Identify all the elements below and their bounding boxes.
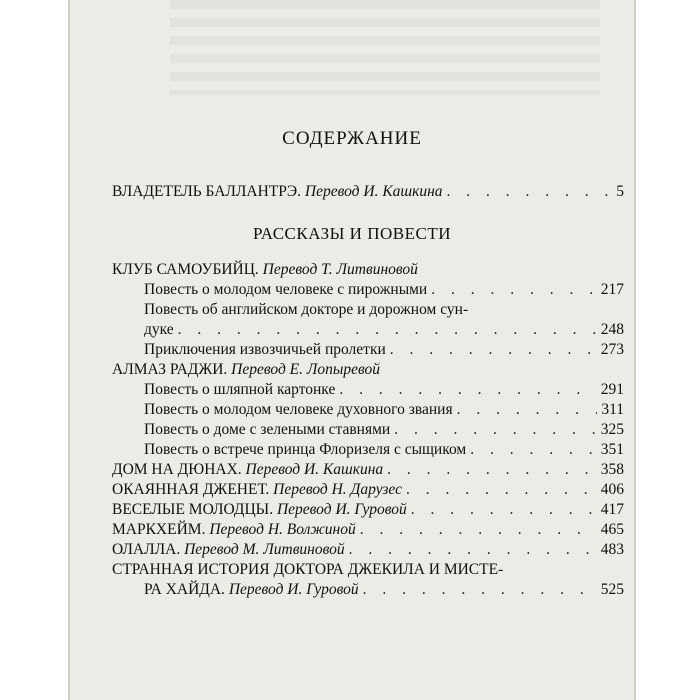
entry-title: Повесть о молодом человеке с пирожными <box>144 281 428 298</box>
toc-entry <box>144 280 624 300</box>
entry-title: ОЛАЛЛА. <box>112 541 181 558</box>
entry-page: 465 <box>600 521 624 538</box>
entry-title: Повесть о доме с зелеными ставнями <box>144 421 391 438</box>
entry-title: Приключения извозчичьей пролетки <box>144 341 386 358</box>
dot-leader <box>349 540 597 560</box>
entry-page: 406 <box>600 481 624 498</box>
entry-title: Повесть о шляпной картонке <box>144 381 336 398</box>
dot-leader <box>431 280 597 300</box>
toc-entry <box>144 380 624 400</box>
toc-entry <box>112 360 380 380</box>
dot-leader <box>406 480 597 500</box>
entry-page: 217 <box>600 281 624 298</box>
toc-entry <box>144 340 624 360</box>
entry-translator: Перевод Т. Литвиновой <box>262 261 418 278</box>
dot-leader <box>387 460 597 480</box>
toc-entry <box>112 182 624 202</box>
entry-translator: Перевод И. Кашкина <box>304 183 443 200</box>
toc-entry <box>112 500 624 520</box>
dot-leader <box>363 580 597 600</box>
book-page <box>68 0 636 700</box>
entry-translator: Перевод Н. Дарузес <box>273 481 402 498</box>
dot-leader <box>447 182 613 202</box>
entry-title: СТРАННАЯ ИСТОРИЯ ДОКТОРА ДЖЕКИЛА И МИСТЕ- <box>112 561 504 578</box>
toc-entry <box>112 460 624 480</box>
entry-title: ВЛАДЕТЕЛЬ БАЛЛАНТРЭ. <box>112 183 302 200</box>
entry-translator: Перевод М. Литвиновой <box>184 541 345 558</box>
dot-leader <box>339 380 596 400</box>
dot-leader <box>390 340 597 360</box>
toc-entry <box>144 420 624 440</box>
entry-translator: Перевод И. Кашкина <box>245 461 384 478</box>
entry-title: Повесть о молодом человеке духовного звания <box>144 401 453 418</box>
entry-title: КЛУБ САМОУБИЙЦ. <box>112 261 259 278</box>
entry-page: 325 <box>600 421 624 438</box>
entry-page: 417 <box>600 501 624 518</box>
entry-translator: Перевод И. Гуровой <box>276 501 407 518</box>
entry-page: 5 <box>616 183 624 200</box>
entry-title: дуке <box>144 321 174 338</box>
entry-title: ВЕСЕЛЫЕ МОЛОДЦЫ. <box>112 501 274 518</box>
toc-entry <box>112 540 624 560</box>
dot-leader <box>178 320 597 340</box>
toc-entry <box>112 480 624 500</box>
dot-leader <box>457 400 598 420</box>
entry-title: МАРКХЕЙМ. <box>112 521 206 538</box>
section-heading: РАССКАЗЫ И ПОВЕСТИ <box>253 224 451 243</box>
entry-page: 351 <box>600 441 624 458</box>
dot-leader <box>394 420 597 440</box>
dot-leader <box>470 440 597 460</box>
entry-title: Повесть об английском докторе и дорожном сун- <box>144 301 469 318</box>
entry-page: 291 <box>600 381 624 398</box>
entry-title: Повесть о встрече принца Флоризеля с сыщиком <box>144 441 467 458</box>
toc-entry <box>112 520 624 540</box>
entry-page: 273 <box>600 341 624 358</box>
toc-entry <box>144 400 624 420</box>
toc-entry <box>144 320 624 340</box>
toc-entry <box>112 560 503 580</box>
entry-title: АЛМАЗ РАДЖИ. <box>112 361 228 378</box>
dot-leader <box>360 520 597 540</box>
show-through-text <box>170 0 600 95</box>
toc-entry <box>144 440 624 460</box>
contents-heading: СОДЕРЖАНИЕ <box>282 128 422 149</box>
entry-page: 483 <box>600 541 624 558</box>
entry-page: 248 <box>600 321 624 338</box>
toc-entry <box>144 300 468 320</box>
entry-translator: Перевод Н. Волжиной <box>209 521 356 538</box>
entry-title: РА ХАЙДА. <box>144 581 225 598</box>
entry-title: ДОМ НА ДЮНАХ. <box>112 461 242 478</box>
entry-page: 358 <box>600 461 624 478</box>
entry-page: 525 <box>600 581 624 598</box>
entry-title: ОКАЯННАЯ ДЖЕНЕТ. <box>112 481 270 498</box>
entry-translator: Перевод Е. Лопыревой <box>231 361 381 378</box>
entry-translator: Перевод И. Гуровой <box>228 581 359 598</box>
toc-entry <box>112 260 418 280</box>
dot-leader <box>411 500 597 520</box>
toc-entry <box>144 580 624 600</box>
entry-page: 311 <box>601 401 624 418</box>
